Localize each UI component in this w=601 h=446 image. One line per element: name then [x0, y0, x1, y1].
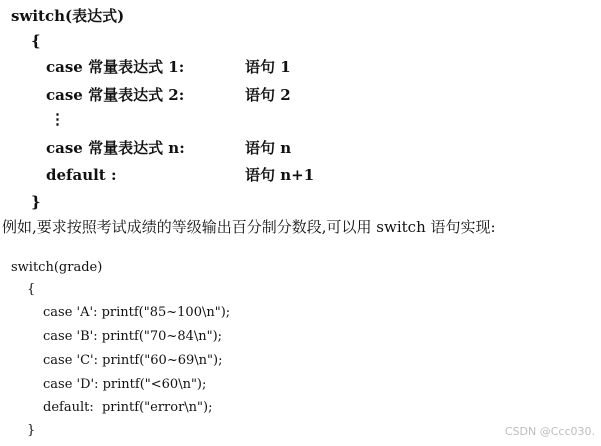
example-default: default: printf("error\n"); — [43, 400, 213, 415]
example-close-brace: } — [27, 423, 36, 438]
syntax-header: switch(表达式) — [11, 7, 125, 25]
example-case-c: case 'C': printf("60~69\n"); — [43, 353, 223, 368]
intro-paragraph: 例如,要求按照考试成绩的等级输出百分制分数段,可以用 switch 语句实现: — [2, 218, 496, 236]
syntax-default-label: default : — [46, 166, 117, 184]
syntax-default-statement: 语句 n+1 — [245, 166, 315, 184]
syntax-row-n-statement: 语句 n — [245, 139, 292, 157]
syntax-row-1-statement: 语句 1 — [245, 58, 291, 76]
example-header: switch(grade) — [11, 260, 103, 275]
syntax-close-brace: } — [31, 193, 41, 211]
syntax-open-brace: { — [31, 32, 41, 50]
example-case-a: case 'A': printf("85~100\n"); — [43, 305, 231, 320]
syntax-row-2-label: case 常量表达式 2: — [46, 86, 185, 104]
csdn-watermark: CSDN @Ccc030. — [504, 425, 595, 438]
example-case-b: case 'B': printf("70~84\n"); — [43, 329, 223, 344]
syntax-row-2-statement: 语句 2 — [245, 86, 291, 104]
syntax-ellipsis: ⋮ — [50, 110, 65, 128]
syntax-row-1-label: case 常量表达式 1: — [46, 58, 185, 76]
example-case-d: case 'D': printf("<60\n"); — [43, 377, 207, 392]
syntax-row-n-label: case 常量表达式 n: — [46, 139, 185, 157]
example-open-brace: { — [27, 282, 36, 297]
